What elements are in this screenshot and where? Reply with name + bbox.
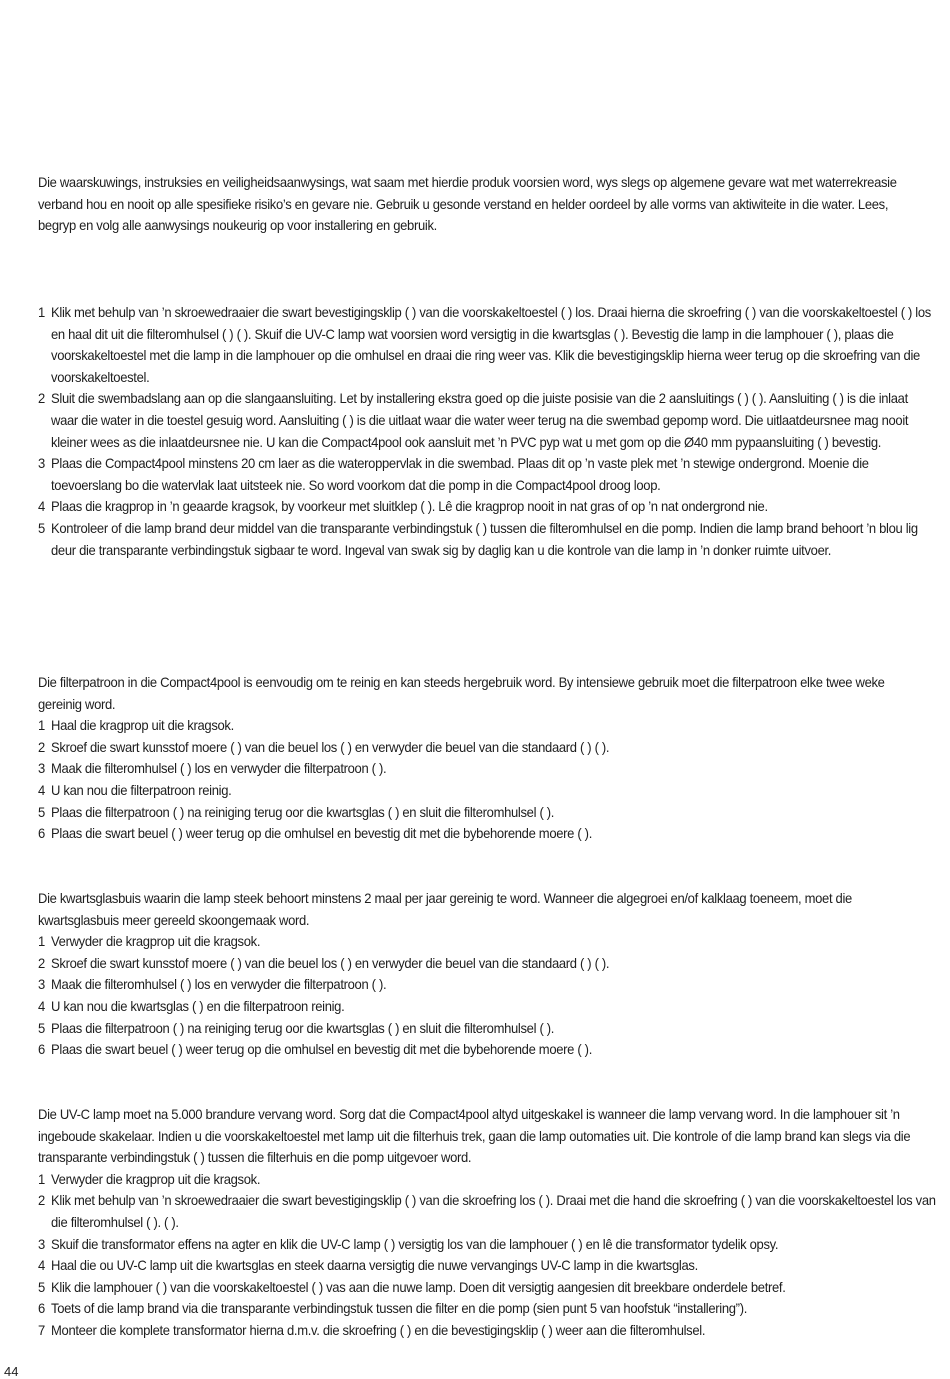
step-number: 7: [38, 1321, 45, 1338]
list-item: [38, 715, 937, 737]
step-text: Kontroleer of die lamp brand deur middel van die transparante verbindingstuk ( ) tussen die filteromhulsel en die pomp. Indien die lamp brand behoort ’n blou lig deur die transparante verbindingstuk sigbaar te word. Ingeval van swak sig by daglig kan u die kontrole van die lamp in ’n donker ruimte uitvoer.: [51, 519, 918, 558]
list-item: [38, 823, 937, 845]
list-item: [38, 1234, 937, 1256]
list-item: [38, 388, 937, 453]
step-text: Verwyder die kragprop uit die kragsok.: [51, 1170, 261, 1187]
list-item: [38, 453, 937, 496]
step-text: Plaas die filterpatroon ( ) na reiniging terug oor die kwartsglas ( ) en sluit die filteromhulsel ( ).: [51, 1019, 555, 1036]
lamp-intro-paragraph: Die UV-C lamp moet na 5.000 brandure vervang word. Sorg dat die Compact4pool altyd uitgeskakel is wanneer die lamp vervang word. In die lamphouer sit ’n ingeboude skakelaar. Indien u die voorskakeltoestel met lamp uit die filterhuis trek, gaan die lamp outomaties uit. Die kontrole of die lamp brand kan slegs via die transparante verbindingstuk ( ) tussen die filterhuis en die pomp uitgevoer word.: [38, 1106, 911, 1166]
step-text: Klik met behulp van ’n skroewedraaier die swart bevestigingsklip ( ) van die voorskakeltoestel ( ) los. Draai hierna die skroefring ( ) van die voorskakeltoestel ( ) los en haal dit uit die filteromhulsel ( ) ( ). Skuif die UV-C lamp wat voorsien word versigtig in die kwartsglas ( ). Bevestig die lamp in die lamphouer ( ), plaas die voorskakeltoestel met die lamp in die lamphouer op die omhulsel en draai die ring weer vas. Klik die bevestigingsklip hierna weer terug op die skroefring van die voorskakeltoestel.: [51, 304, 931, 385]
step-text: Skroef die swart kunsstof moere ( ) van die beuel los ( ) en verwyder die beuel van die standaard ( ) ( ).: [51, 954, 610, 971]
list-item: [38, 1255, 937, 1277]
lamp-replacement-section: [38, 1104, 936, 1342]
step-text: Haal die ou UV-C lamp uit die kwartsglas en steek daarna versigtig die nuwe vervangings UV-C lamp in die kwartsglas.: [51, 1257, 698, 1274]
step-text: Verwyder die kragprop uit die kragsok.: [51, 933, 261, 950]
step-text: Plaas die swart beuel ( ) weer terug op die omhulsel en bevestig dit met die bybehorende moere ( ).: [51, 825, 592, 842]
step-number: 3: [38, 976, 45, 993]
step-number: 3: [38, 455, 45, 472]
step-number: 4: [38, 997, 45, 1014]
step-number: 4: [38, 1257, 45, 1274]
step-number: 1: [38, 1170, 45, 1187]
list-item: [38, 802, 937, 824]
step-number: 4: [38, 498, 45, 515]
cartridge-intro-paragraph: Die filterpatroon in die Compact4pool is eenvoudig om te reinig en kan steeds hergebruik word. By intensiewe gebruik moet die filterpatroon elke twee weke gereinig word.: [38, 674, 885, 712]
list-item: [38, 1169, 937, 1191]
step-text: U kan nou die kwartsglas ( ) en die filterpatroon reinig.: [51, 997, 345, 1014]
list-item: [38, 931, 937, 953]
step-number: 2: [38, 390, 45, 407]
list-item: [38, 496, 937, 518]
step-text: Skroef die swart kunsstof moere ( ) van die beuel los ( ) en verwyder die beuel van die standaard ( ) ( ).: [51, 738, 610, 755]
step-text: Maak die filteromhulsel ( ) los en verwyder die filterpatroon ( ).: [51, 760, 387, 777]
list-item: [38, 953, 937, 975]
quartz-steps-list: [38, 931, 924, 1061]
step-number: 1: [38, 304, 45, 320]
step-number: 4: [38, 781, 45, 798]
step-number: 3: [38, 1235, 45, 1252]
quartz-cleaning-section: [38, 888, 924, 1061]
list-item: [38, 302, 937, 388]
step-text: Plaas die filterpatroon ( ) na reiniging terug oor die kwartsglas ( ) en sluit die filteromhulsel ( ).: [51, 803, 555, 820]
installation-section: [38, 302, 931, 561]
step-text: Monteer die komplete transformator hierna d.m.v. die skroefring ( ) en die bevestigingsklip ( ) weer aan die filteromhulsel.: [51, 1321, 706, 1338]
quartz-intro-paragraph: Die kwartsglasbuis waarin die lamp steek behoort minstens 2 maal per jaar gereinig te word. Wanneer die algegroei en/of kalklaag toeneem, moet die kwartsglasbuis meer gereeld skoongemaak word.: [38, 890, 852, 928]
step-number: 2: [38, 1192, 45, 1209]
step-text: Maak die filteromhulsel ( ) los en verwyder die filterpatroon ( ).: [51, 976, 387, 993]
list-item: [38, 996, 937, 1018]
list-item: [38, 1277, 937, 1299]
step-text: Sluit die swembadslang aan op die slangaansluiting. Let by installering ekstra goed op die juiste posisie van die 2 aansluitings ( ) ( ). Aansluiting ( ) is die inlaat waar die water in die toestel gesuig word. Aansluiting ( ) is die uitlaat waar die water weer terug na die swembad gepomp word. Die uitlaatdeursnee mag nooit kleiner wees as die inlaatdeursnee nie. U kan die Compact4pool ook aansluit met ’n PVC pyp wat u met gom op die Ø40 mm pypaansluiting ( ) bevestig.: [51, 390, 909, 450]
step-number: 6: [38, 1300, 45, 1317]
step-number: 6: [38, 1041, 45, 1058]
step-number: 5: [38, 803, 45, 820]
page-number: 44: [4, 1364, 19, 1379]
step-text: Toets of die lamp brand via die transparante verbindingstuk tussen die filter en die pomp (sien punt 5 van hoofstuk “installering”).: [51, 1300, 747, 1317]
step-number: 3: [38, 760, 45, 777]
step-text: Plaas die swart beuel ( ) weer terug op die omhulsel en bevestig dit met die bybehorende moere ( ).: [51, 1041, 592, 1058]
step-number: 2: [38, 738, 45, 755]
step-text: Plaas die kragprop in ’n geaarde kragsok, by voorkeur met sluitklep ( ). Lê die kragprop nooit in nat gras of op ’n nat ondergrond nie.: [51, 498, 768, 515]
installation-steps-list: [38, 302, 931, 561]
step-text: Haal die kragprop uit die kragsok.: [51, 717, 234, 734]
list-item: [38, 780, 937, 802]
step-number: 1: [38, 717, 45, 734]
list-item: [38, 1018, 937, 1040]
step-number: 5: [38, 1278, 45, 1295]
step-number: 2: [38, 954, 45, 971]
list-item: [38, 1039, 937, 1061]
list-item: [38, 518, 937, 561]
step-number: 5: [38, 519, 45, 536]
step-text: Plaas die Compact4pool minstens 20 cm laer as die wateroppervlak in die swembad. Plaas dit op ’n vaste plek met ’n stewige ondergrond. Moenie die toevoerslang bo die watervlak laat uitsteek nie. So word voorkom dat die pomp in die Compact4pool droog loop.: [51, 455, 869, 493]
step-text: Skuif die transformator effens na agter en klik die UV-C lamp ( ) versigtig los van die lamphouer ( ) en lê die transformator tydelik opsy.: [51, 1235, 779, 1252]
step-number: 5: [38, 1019, 45, 1036]
safety-intro-section: [38, 172, 924, 237]
list-item: [38, 1298, 937, 1320]
list-item: [38, 1320, 937, 1342]
list-item: [38, 1190, 937, 1233]
cartridge-cleaning-section: [38, 672, 924, 845]
cartridge-steps-list: [38, 715, 924, 845]
safety-intro-paragraph: Die waarskuwings, instruksies en veiligheidsaanwysings, wat saam met hierdie produk voorsien word, wys slegs op algemene gevare wat met waterrekreasie verband hou en nooit op alle spesifieke risiko’s en gevare nie. Gebruik u gesonde verstand en helder oordeel by alle vorms van aktiwiteite in die water. Lees, begryp en volg alle aanwysings noukeurig op voor installering en gebruik.: [38, 174, 897, 234]
step-text: Klik die lamphouer ( ) van die voorskakeltoestel ( ) vas aan die nuwe lamp. Doen dit versigtig aangesien dit breekbare onderdele betref.: [51, 1278, 786, 1295]
list-item: [38, 737, 937, 759]
list-item: [38, 758, 937, 780]
step-text: U kan nou die filterpatroon reinig.: [51, 781, 232, 798]
list-item: [38, 974, 937, 996]
step-text: Klik met behulp van ’n skroewedraaier die swart bevestigingsklip ( ) van die skroefring los ( ). Draai met die hand die skroefring ( ) van die voorskakeltoestel los van die filteromhulsel ( ). ( ).: [51, 1192, 936, 1230]
step-number: 6: [38, 825, 45, 842]
step-number: 1: [38, 933, 45, 950]
lamp-steps-list: [38, 1169, 936, 1342]
